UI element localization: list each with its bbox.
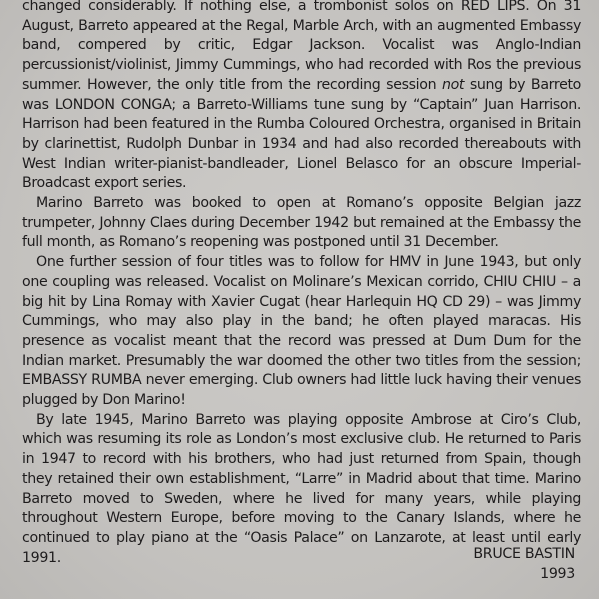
text-segment: By late 1945, Marino Barreto was playing opposite Ambrose at Ciro’s Club, which was resuming its role as London’s most exclusive club. He returned to Paris in 1947 to record with his brothers, who had just returned from Spain, though they retained their own establishment, “Larre” in Madrid about that time. Marino Barreto moved to Sweden, where he lived for many years, while playing throughout Western Europe, before moving to the Canary Islands, where he continued to play piano at the “Oasis Palace” on Lanzarote, at least until early 1991. xyxy=(22,411,581,566)
text-segment: sung by Barreto was LONDON CONGA; a Barreto-Williams tune sung by “Captain” Juan Harrison. Harrison had been featured in the Rumba Coloured Orchestra, organised in Britain by clarinettist, Rudolph Dunbar in 1934 and had also recorded thereabouts with West Indian writer-pianist-bandleader, Lionel Belasco for an obscure Imperial-Broadcast export series. xyxy=(22,76,581,192)
paragraph xyxy=(22,0,581,194)
text-segment: One further session of four titles was to follow for HMV in June 1943, but only one coupling was released. Vocalist on Molinare’s Mexican corrido, CHIU CHIU – a big hit by Lina Romay with Xavier Cugat (hear Harlequin HQ CD 29) – was Jimmy Cummings, who may also play in the band; he often played maracas. His presence as vocalist meant that the record was pressed at Dum Dum for the Indian market. Presumably the war doomed the other two titles from the session; EMBASSY RUMBA never emerging. Club owners had little luck having their venues plugged by Don Marino! xyxy=(22,254,581,409)
paragraph xyxy=(22,194,581,253)
text-segment: changed considerably. If nothing else, a trombonist solos on RED LIPS. On 31 August, Barreto appeared at the Regal, Marble Arch, with an augmented Embassy band, compered by critic, Edgar Jackson. Vocalist was Anglo-Indian percussionist/violinist, Jimmy Cummings, who had recorded with Ros the previous summer. However, the only title from the recording session xyxy=(22,0,581,93)
italic-text: not xyxy=(441,76,465,93)
author-name: BRUCE BASTIN xyxy=(473,546,575,562)
paragraph xyxy=(22,253,581,411)
signature-block xyxy=(473,545,575,584)
body-text xyxy=(22,0,581,568)
signature-year: 1993 xyxy=(540,565,575,582)
text-segment: Marino Barreto was booked to open at Romano’s opposite Belgian jazz trumpeter, Johnny Claes during December 1942 but remained at the Embassy the full month, as Romano’s reopening was postponed until 31 December. xyxy=(22,195,581,251)
